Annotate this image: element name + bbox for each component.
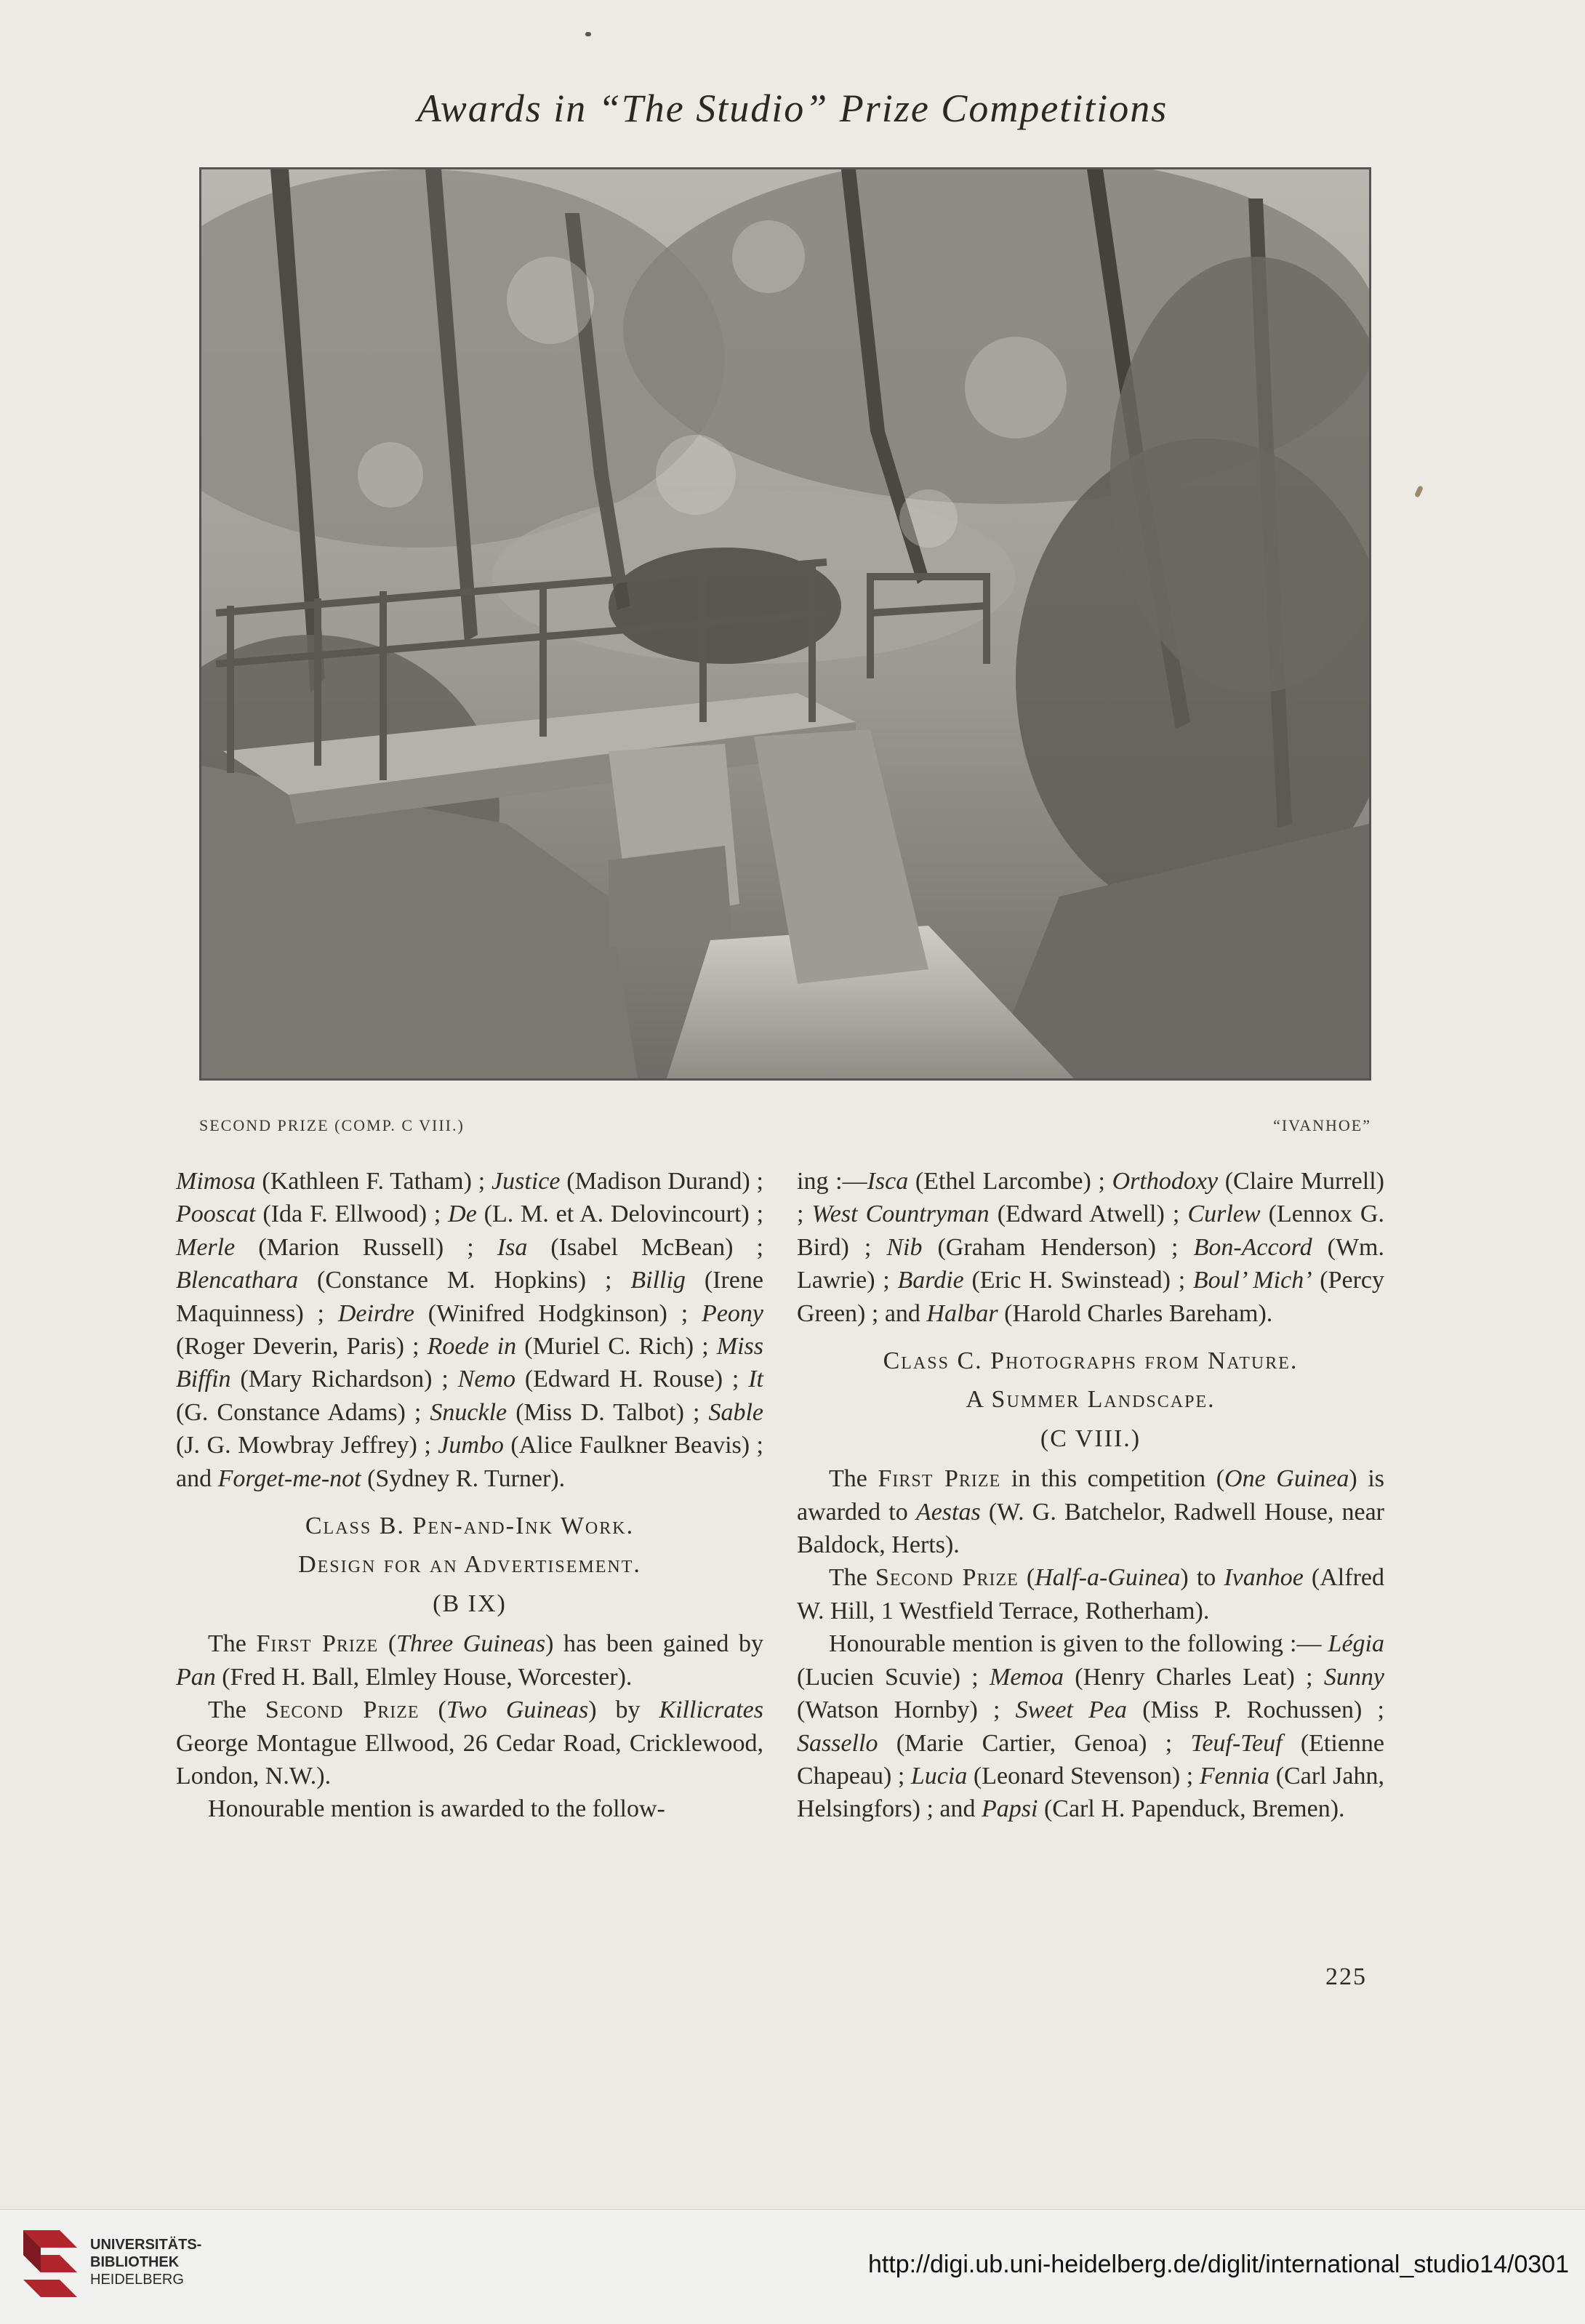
library-name-line-3: HEIDELBERG bbox=[90, 2272, 184, 2288]
text-run: The bbox=[829, 1564, 875, 1592]
prize-label: Second Prize bbox=[265, 1696, 420, 1724]
pseudonym: Isa bbox=[497, 1233, 528, 1261]
text-run: (Mary Richardson) ; bbox=[230, 1366, 458, 1393]
text-run: (Irene Maquinness) ; bbox=[176, 1267, 763, 1327]
pseudonym: Bon-Accord bbox=[1193, 1233, 1312, 1261]
pseudonym: Mimosa bbox=[176, 1168, 256, 1195]
text-run: (Marion Russell) ; bbox=[235, 1233, 497, 1261]
page-title: Awards in “The Studio” Prize Competitions bbox=[417, 87, 1168, 130]
text-run: (Percy Green) ; and bbox=[797, 1267, 1384, 1327]
pseudonym: Curlew bbox=[1187, 1201, 1261, 1228]
text-run: (Etienne Chapeau) ; bbox=[797, 1729, 1385, 1790]
text-run: (Lennox G. Bird) ; bbox=[797, 1201, 1384, 1261]
text-run: ( bbox=[378, 1630, 397, 1658]
class-b-heading: Class B. Pen-and-Ink Work. bbox=[305, 1512, 635, 1540]
class-c-first-prize bbox=[797, 1462, 1384, 1561]
pseudonym: One Guinea bbox=[1224, 1465, 1349, 1493]
text-run: ) by bbox=[588, 1696, 659, 1724]
text-run: (Isabel McBean) ; bbox=[527, 1233, 763, 1261]
text-run: ing :— bbox=[797, 1168, 867, 1195]
pseudonym: Three Guineas bbox=[396, 1630, 546, 1658]
source-url-link[interactable]: http://digi.ub.uni-heidelberg.de/diglit/international_studio14/0301 bbox=[867, 2251, 1569, 2278]
pseudonym: Billig bbox=[630, 1267, 686, 1294]
pseudonym: Miss Biffin bbox=[176, 1333, 763, 1393]
ink-dot bbox=[585, 32, 591, 36]
pseudonym: Orthodoxy bbox=[1112, 1168, 1219, 1195]
plate-caption-title: “IVANHOE” bbox=[1273, 1116, 1371, 1134]
class-b-honourable-continuation bbox=[797, 1165, 1384, 1330]
class-c-second-prize bbox=[797, 1561, 1384, 1627]
text-run: (Lucien Scuvie) ; bbox=[797, 1663, 990, 1691]
landscape-photograph bbox=[201, 169, 1369, 1078]
text-run: ( bbox=[419, 1696, 446, 1724]
text-run: (Claire Murrell) ; bbox=[797, 1168, 1384, 1228]
pseudonym: Pan bbox=[176, 1663, 216, 1691]
prize-label: First Prize bbox=[878, 1465, 1001, 1493]
pseudonym: Isca bbox=[867, 1168, 909, 1195]
text-run: (Harold Charles Bareham). bbox=[998, 1299, 1273, 1327]
text-run: (Fred H. Ball, Elmley House, Worcester). bbox=[215, 1663, 633, 1691]
class-b-first-prize bbox=[176, 1627, 763, 1694]
pseudonym: Ivanhoe bbox=[1224, 1564, 1304, 1592]
pseudonym: Papsi bbox=[982, 1795, 1038, 1823]
text-run: (Graham Henderson) ; bbox=[922, 1233, 1194, 1261]
text-run: (Alfred W. Hill, 1 Westfield Terrace, Rotherham). bbox=[797, 1564, 1384, 1624]
pseudonym: Légia bbox=[1328, 1630, 1384, 1658]
text-run: (Muriel C. Rich) ; bbox=[516, 1333, 717, 1361]
library-name-line-2: BIBLIOTHEK bbox=[90, 2254, 180, 2270]
text-run: (Leonard Stevenson) ; bbox=[967, 1762, 1200, 1790]
pseudonym: Teuf-Teuf bbox=[1190, 1729, 1283, 1757]
class-b-subheading: Design for an Advertisement. bbox=[298, 1551, 641, 1579]
library-name bbox=[90, 2236, 201, 2288]
pseudonym: Sweet Pea bbox=[1015, 1696, 1128, 1724]
text-run: The bbox=[208, 1696, 265, 1724]
pseudonym: Half-a-Guinea bbox=[1035, 1564, 1181, 1592]
text-run: (Wm. Lawrie) ; bbox=[797, 1233, 1384, 1294]
text-run: (G. Constance Adams) ; bbox=[176, 1398, 430, 1426]
pseudonym: Sunny bbox=[1323, 1663, 1384, 1691]
pseudonym: Killicrates bbox=[659, 1696, 763, 1724]
pseudonym: Nemo bbox=[457, 1366, 515, 1393]
library-name-line-1: UNIVERSITÄTS- bbox=[90, 2237, 202, 2253]
text-run: (Sydney R. Turner). bbox=[361, 1464, 566, 1492]
pseudonym: Blencathara bbox=[176, 1267, 299, 1294]
text-run: (Carl H. Papenduck, Bremen). bbox=[1038, 1795, 1345, 1823]
class-b-honourable-mention bbox=[176, 1792, 763, 1825]
text-run: ) has been gained by bbox=[545, 1630, 763, 1658]
text-run: (L. M. et A. Delovincourt) ; bbox=[476, 1201, 764, 1228]
text-run: (Winifred Hodgkinson) ; bbox=[414, 1299, 702, 1327]
text-run: Honourable mention is awarded to the follow- bbox=[208, 1795, 665, 1823]
text-run: ( bbox=[1018, 1564, 1035, 1592]
commended-list-paragraph bbox=[176, 1165, 763, 1495]
text-run: (Eric H. Swinstead) ; bbox=[963, 1267, 1193, 1294]
text-run: (Ethel Larcombe) ; bbox=[908, 1168, 1112, 1195]
pseudonym: Sable bbox=[708, 1398, 763, 1426]
text-run: (Edward H. Rouse) ; bbox=[515, 1366, 749, 1393]
text-run: Honourable mention is given to the following :— bbox=[829, 1630, 1328, 1658]
prize-label: Second Prize bbox=[875, 1564, 1019, 1592]
text-run: (Ida F. Ellwood) ; bbox=[255, 1201, 449, 1228]
text-run: (Alice Faulkner Beavis) ; and bbox=[176, 1432, 763, 1492]
pseudonym: Snuckle bbox=[430, 1398, 507, 1426]
text-run: The bbox=[208, 1630, 257, 1658]
text-run: ) is awarded to bbox=[797, 1465, 1385, 1526]
university-library-logo-icon bbox=[19, 2226, 81, 2304]
text-run: (Kathleen F. Tatham) ; bbox=[255, 1168, 492, 1195]
class-c-code: (C VIII.) bbox=[1040, 1425, 1141, 1452]
class-c-subheading: A Summer Landscape. bbox=[966, 1386, 1216, 1414]
pseudonym: Pooscat bbox=[176, 1201, 256, 1228]
pseudonym: Halbar bbox=[926, 1299, 998, 1327]
pseudonym: Nib bbox=[886, 1233, 923, 1261]
page-number: 225 bbox=[1325, 1963, 1367, 1990]
text-run: George Montague Ellwood, 26 Cedar Road, Cricklewood, London, N.W.). bbox=[176, 1729, 763, 1790]
pseudonym: De bbox=[448, 1201, 477, 1228]
digitization-footer bbox=[0, 2209, 1585, 2324]
photo-plate-ivanhoe bbox=[199, 167, 1371, 1081]
text-run: (Watson Hornby) ; bbox=[797, 1696, 1016, 1724]
text-run: (Roger Deverin, Paris) ; bbox=[176, 1333, 428, 1361]
text-run: (Constance M. Hopkins) ; bbox=[298, 1267, 631, 1294]
pseudonym: Lucia bbox=[910, 1762, 968, 1790]
right-column bbox=[797, 1165, 1384, 1826]
pseudonym: Sassello bbox=[797, 1729, 878, 1757]
text-run: (Miss P. Rochussen) ; bbox=[1127, 1696, 1384, 1724]
pseudonym: Fennia bbox=[1199, 1762, 1270, 1790]
pseudonym: It bbox=[748, 1366, 763, 1393]
text-run: (Madison Durand) ; bbox=[560, 1168, 763, 1195]
text-run: (J. G. Mowbray Jeffrey) ; bbox=[176, 1432, 438, 1459]
pseudonym: Two Guineas bbox=[446, 1696, 589, 1724]
paper-speck bbox=[1414, 485, 1424, 497]
text-run: (Carl Jahn, Helsingfors) ; and bbox=[797, 1762, 1384, 1823]
left-column bbox=[176, 1165, 763, 1826]
pseudonym: Jumbo bbox=[438, 1432, 504, 1459]
prize-label: First Prize bbox=[256, 1630, 379, 1658]
text-run: (W. G. Batchelor, Radwell House, near Baldock, Herts). bbox=[797, 1498, 1384, 1559]
pseudonym: Memoa bbox=[990, 1663, 1064, 1691]
text-run: in this competition ( bbox=[1000, 1465, 1225, 1493]
pseudonym: Merle bbox=[176, 1233, 236, 1261]
pseudonym: Bardie bbox=[897, 1267, 964, 1294]
text-run: The bbox=[829, 1465, 878, 1493]
class-b-code: (B IX) bbox=[433, 1590, 507, 1617]
pseudonym: Aestas bbox=[915, 1498, 981, 1526]
pseudonym: Boul’ Mich’ bbox=[1192, 1267, 1312, 1294]
text-run: (Henry Charles Leat) ; bbox=[1063, 1663, 1324, 1691]
pseudonym: West Countryman bbox=[811, 1201, 990, 1228]
class-b-second-prize bbox=[176, 1694, 763, 1792]
text-run: (Miss D. Talbot) ; bbox=[507, 1398, 709, 1426]
pseudonym: Peony bbox=[702, 1299, 763, 1327]
class-c-heading: Class C. Photographs from Nature. bbox=[883, 1347, 1299, 1375]
pseudonym: Forget-me-not bbox=[217, 1464, 361, 1492]
text-run: ) to bbox=[1180, 1564, 1224, 1592]
text-run: (Edward Atwell) ; bbox=[989, 1201, 1188, 1228]
pseudonym: Deirdre bbox=[337, 1299, 414, 1327]
text-run: (Marie Cartier, Genoa) ; bbox=[878, 1729, 1191, 1757]
plate-caption-prize: SECOND PRIZE (COMP. C VIII.) bbox=[199, 1116, 465, 1134]
class-c-honourable-mention bbox=[797, 1627, 1384, 1825]
pseudonym: Roede in bbox=[427, 1333, 517, 1361]
pseudonym: Justice bbox=[491, 1168, 561, 1195]
